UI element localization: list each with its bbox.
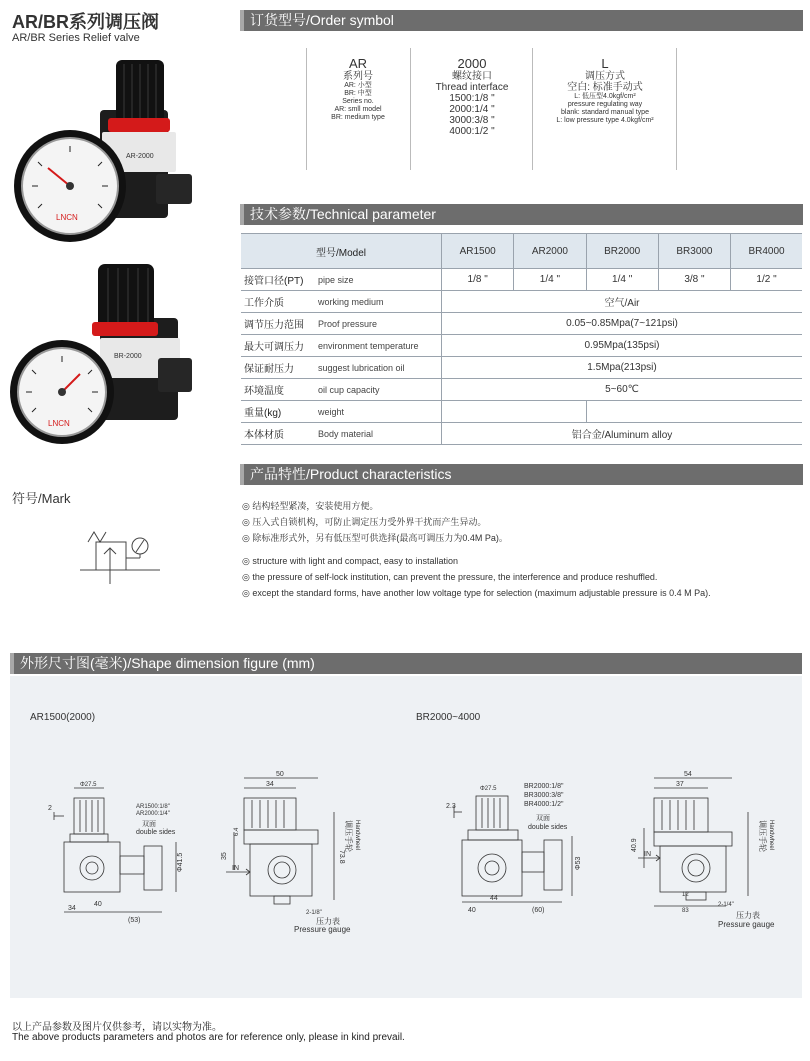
cell-value: 0.05~0.85Mpa(7~121psi) [442,313,803,335]
br-side-drawing [630,772,800,932]
row-label-cn: 本体材质 [241,423,315,445]
cell-value: 1/4 " [514,269,586,291]
table-row [241,379,802,401]
footer-note-en: The above products parameters and photos are for reference only, please in kind prevail. [12,1032,405,1043]
row-label-en: environment temperature [315,335,442,357]
row-label-cn: 工作介质 [241,291,315,313]
cell-value: 0.95Mpa(135psi) [442,335,803,357]
footer-note-cn: 以上产品参数及图片仅供参考，请以实物为准。 [12,1022,222,1033]
row-label-en: oil cup capacity [315,379,442,401]
feature-item: ◎ the pressure of self-lock institution, can prevent the pressure, the interference and produce reshuffled. [242,572,658,582]
cell-value: 铝合金/Aluminum alloy [442,423,803,445]
cell-value: 1/2 " [731,269,802,291]
section-order-symbol-title: 订货型号/Order symbol [250,12,394,28]
dim-text: 2.3 [446,803,456,810]
row-label-cn: 环境温度 [241,379,315,401]
table-row [241,423,802,445]
row-label-en: Body material [315,423,442,445]
section-product-characteristics [240,464,803,485]
cell-value: 1/8 " [442,269,514,291]
dim-text: 37 [676,781,684,788]
dim-text: (60) [532,907,545,914]
symbol-diagram [80,528,160,588]
ar-front-drawing [36,776,206,926]
dim-text: IN [644,851,651,858]
cell-value: 空气/Air [442,291,803,313]
dim-text: 73.8 [338,850,345,864]
page-title: AR/BR系列调压阀 [12,12,159,32]
feature-item: ◎ structure with light and compact, easy to installation [242,556,458,566]
gauge-brand-bottom: LNCN [48,419,70,428]
dim-text: double sides [528,824,568,831]
row-label-en: pipe size [315,269,442,291]
model-header: 型号/Model [241,234,442,269]
model-plate: AR-2000 [126,153,154,160]
row-label-en: suggest lubrication oil [315,357,442,379]
dim-text: BR2000:1/8" [524,783,564,790]
dim-text: 调压手轮 [344,820,353,852]
mark-label: 符号/Mark [12,491,71,506]
dim-text: 2 [48,805,52,812]
cell-value [442,401,587,423]
dim-text: AR2000:1/4" [136,811,170,817]
cell-value: 1.5Mpa(213psi) [442,357,803,379]
dim-left-title: AR1500(2000) [30,712,96,723]
table-row [241,291,802,313]
dim-text: 34 [68,905,76,912]
dim-text: 2-1/8" [306,910,322,916]
dim-text: 12 [682,892,689,898]
section-shape-dimension-title: 外形尺寸图(毫米)/Shape dimension figure (mm) [20,655,315,671]
model-col: AR1500 [442,234,514,269]
dim-text: 83 [682,908,689,914]
dim-text: BR4000:1/2" [524,801,564,808]
dim-right-title: BR2000~4000 [416,712,481,723]
dim-text: 双面 [142,821,156,828]
cell-value [586,401,802,423]
dim-text: 40 [94,901,102,908]
gauge-brand-top: LNCN [56,213,78,222]
section-technical-parameter-title: 技术参数/Technical parameter [250,206,436,222]
product-photo-br [8,262,208,447]
section-order-symbol [240,10,803,31]
dim-text: Φ41.5 [177,852,184,872]
model-col: AR2000 [514,234,586,269]
section-technical-parameter [240,204,803,225]
dim-text: 50 [276,771,284,778]
dim-text: Pressure gauge [294,925,351,934]
page-subtitle: AR/BR Series Relief valve [12,32,140,44]
dim-text: Handwheel [354,820,360,851]
order-series: AR 系列号 AR: 小型 BR: 中型 Series no. AR: smll model BR: medium type [331,56,385,121]
section-shape-dimension [10,653,802,674]
feature-item: ◎ 结构轻型紧凑，安装使用方便。 [242,501,379,511]
product-photo-ar [8,58,208,243]
dim-text: 调压手轮 [758,820,767,852]
table-row [241,269,802,291]
dim-text: 35 [221,852,228,860]
feature-item: ◎ 除标准形式外，另有低压型可供选择(最高可调压力为0.4M Pa)。 [242,533,508,543]
dim-text: (53) [128,917,141,924]
dim-text: 44 [490,895,498,902]
feature-item: ◎ 压入式自锁机构，可防止调定压力受外界干扰而产生异动。 [242,517,487,527]
row-label-cn: 调节压力范围 [241,313,315,335]
ar-side-drawing [222,772,392,934]
row-label-cn: 重量(kg) [241,401,315,423]
dim-text: 40.9 [631,838,638,852]
br-front-drawing [422,778,622,918]
dim-text: Φ53 [575,856,582,870]
dim-text: Φ27.5 [80,782,97,788]
order-thread: 2000 螺纹接口 Thread interface 1500:1/8 " 2000:1/4 " 3000:3/8 " 4000:1/2 " [435,56,509,137]
model-col: BR3000 [658,234,730,269]
dim-text: double sides [136,829,176,836]
dim-text: 双面 [536,815,550,822]
dim-text: Pressure gauge [718,920,775,929]
row-label-cn: 保证耐压力 [241,357,315,379]
dim-text: 54 [684,771,692,778]
row-label-en: working medium [315,291,442,313]
row-label-en: Proof pressure [315,313,442,335]
dim-text: IN [232,865,239,872]
model-col: BR2000 [586,234,658,269]
table-row [241,357,802,379]
dim-text: BR3000:3/8" [524,792,564,799]
cell-value: 3/8 " [658,269,730,291]
dim-text: 34 [266,781,274,788]
model-col: BR4000 [731,234,802,269]
row-label-cn: 最大可调压力 [241,335,315,357]
dim-text: Handwheel [768,820,774,851]
tech-table [241,233,802,445]
dim-text: 2-1/4" [718,902,734,908]
tech-table-header [241,234,802,269]
feature-item: ◎ except the standard forms, have another low voltage type for selection (maximum adjustable pressure is 0.4 M Pa). [242,588,711,598]
order-regulating: L 调压方式 空白: 标准手动式 L: 低压型4.0kgf/cm² pressure regulating way blank: standard manual type L: low pressure type 4.0kgf/cm² [556,56,654,124]
cell-value: 5~60℃ [442,379,803,401]
table-row [241,401,802,423]
dim-text: 40 [468,907,476,914]
dim-text: 压力表 [736,911,760,920]
cell-value: 1/4 " [586,269,658,291]
row-label-en: weight [315,401,442,423]
table-row [241,313,802,335]
section-product-characteristics-title: 产品特性/Product characteristics [250,466,452,482]
dim-text: 压力表 [316,917,340,926]
model-plate-br: BR-2000 [114,353,142,360]
dim-text: 6.4 [234,827,240,836]
dim-text: Φ27.5 [480,786,497,792]
dim-text: AR1500:1/8" [136,804,170,810]
table-row [241,335,802,357]
row-label-cn: 接管口径(PT) [241,269,315,291]
